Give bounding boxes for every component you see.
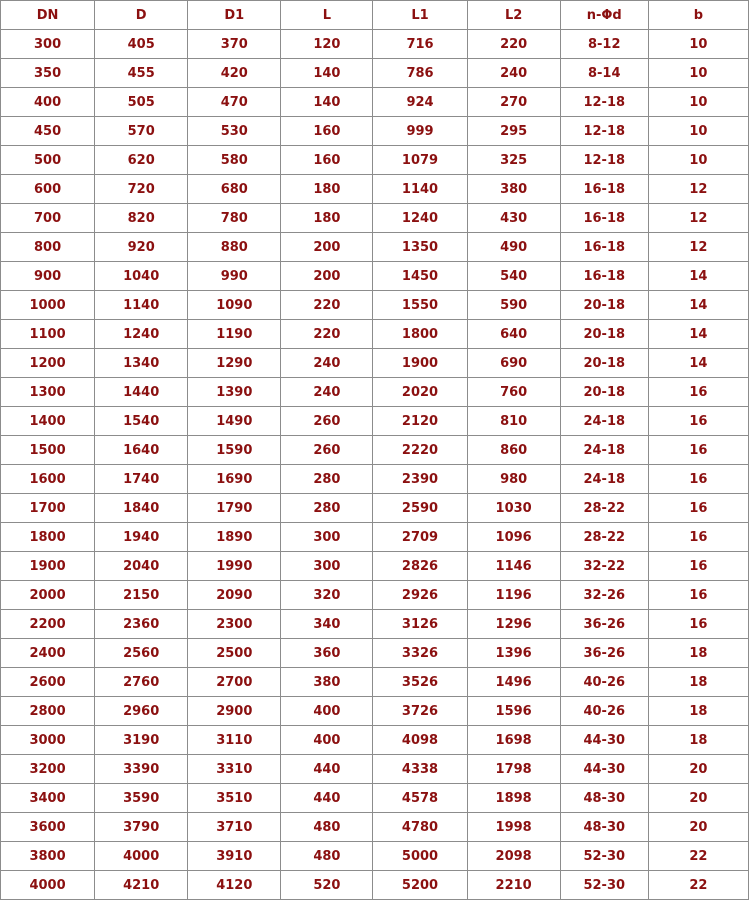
table-cell-n-phi-d: 48-30	[560, 784, 648, 813]
table-cell-d1: 3310	[188, 755, 281, 784]
table-cell-b: 16	[648, 581, 748, 610]
table-cell-d: 1040	[95, 262, 188, 291]
table-cell-l2: 1096	[467, 523, 560, 552]
table-cell-d: 455	[95, 59, 188, 88]
table-row	[1, 610, 749, 639]
table-cell-d1: 1990	[188, 552, 281, 581]
table-cell-n-phi-d: 36-26	[560, 610, 648, 639]
table-cell-l2: 1396	[467, 639, 560, 668]
table-cell-dn: 900	[1, 262, 95, 291]
table-cell-dn: 2400	[1, 639, 95, 668]
table-cell-l2: 590	[467, 291, 560, 320]
table-cell-l1: 1550	[373, 291, 467, 320]
table-cell-l: 400	[281, 726, 373, 755]
table-cell-dn: 700	[1, 204, 95, 233]
table-cell-l1: 1800	[373, 320, 467, 349]
table-cell-dn: 450	[1, 117, 95, 146]
table-cell-l1: 4578	[373, 784, 467, 813]
table-cell-b: 10	[648, 117, 748, 146]
table-cell-b: 16	[648, 494, 748, 523]
table-cell-l1: 1140	[373, 175, 467, 204]
table-row	[1, 871, 749, 900]
table-cell-l2: 1196	[467, 581, 560, 610]
table-row	[1, 726, 749, 755]
table-cell-dn: 1300	[1, 378, 95, 407]
table-cell-b: 10	[648, 59, 748, 88]
table-cell-b: 12	[648, 233, 748, 262]
table-cell-l1: 1900	[373, 349, 467, 378]
table-row	[1, 813, 749, 842]
table-cell-d1: 880	[188, 233, 281, 262]
table-row	[1, 436, 749, 465]
table-cell-n-phi-d: 36-26	[560, 639, 648, 668]
table-cell-b: 14	[648, 262, 748, 291]
table-cell-l2: 640	[467, 320, 560, 349]
table-row	[1, 117, 749, 146]
table-cell-d1: 1290	[188, 349, 281, 378]
table-cell-l: 140	[281, 59, 373, 88]
table-cell-dn: 2600	[1, 668, 95, 697]
table-cell-l1: 3326	[373, 639, 467, 668]
table-cell-l1: 2709	[373, 523, 467, 552]
table-cell-d1: 2900	[188, 697, 281, 726]
table-cell-n-phi-d: 28-22	[560, 523, 648, 552]
table-cell-l2: 490	[467, 233, 560, 262]
table-cell-l1: 1350	[373, 233, 467, 262]
table-cell-d: 1440	[95, 378, 188, 407]
table-cell-b: 18	[648, 726, 748, 755]
table-cell-d: 3790	[95, 813, 188, 842]
table-cell-dn: 1200	[1, 349, 95, 378]
table-cell-dn: 3600	[1, 813, 95, 842]
table-cell-n-phi-d: 16-18	[560, 175, 648, 204]
table-cell-l: 520	[281, 871, 373, 900]
table-cell-d1: 420	[188, 59, 281, 88]
table-cell-l: 240	[281, 378, 373, 407]
table-row	[1, 639, 749, 668]
table-cell-dn: 350	[1, 59, 95, 88]
table-row	[1, 494, 749, 523]
table-cell-dn: 2000	[1, 581, 95, 610]
table-row	[1, 204, 749, 233]
table-cell-dn: 3200	[1, 755, 95, 784]
table-cell-b: 10	[648, 30, 748, 59]
table-cell-n-phi-d: 52-30	[560, 842, 648, 871]
table-cell-l: 380	[281, 668, 373, 697]
table-cell-n-phi-d: 12-18	[560, 117, 648, 146]
table-cell-n-phi-d: 24-18	[560, 436, 648, 465]
table-cell-l1: 716	[373, 30, 467, 59]
table-row	[1, 523, 749, 552]
table-cell-d: 2150	[95, 581, 188, 610]
table-cell-dn: 4000	[1, 871, 95, 900]
table-cell-l: 480	[281, 813, 373, 842]
table-row	[1, 668, 749, 697]
table-cell-b: 16	[648, 523, 748, 552]
table-cell-l1: 4098	[373, 726, 467, 755]
table-row	[1, 465, 749, 494]
table-cell-l: 300	[281, 552, 373, 581]
table-cell-n-phi-d: 44-30	[560, 726, 648, 755]
table-cell-n-phi-d: 24-18	[560, 465, 648, 494]
table-cell-n-phi-d: 20-18	[560, 291, 648, 320]
table-cell-d: 620	[95, 146, 188, 175]
table-cell-l: 140	[281, 88, 373, 117]
table-cell-l: 360	[281, 639, 373, 668]
table-cell-l1: 3726	[373, 697, 467, 726]
table-cell-l: 160	[281, 117, 373, 146]
table-cell-l1: 999	[373, 117, 467, 146]
table-cell-n-phi-d: 20-18	[560, 320, 648, 349]
table-cell-l1: 2926	[373, 581, 467, 610]
table-cell-n-phi-d: 12-18	[560, 146, 648, 175]
table-cell-b: 16	[648, 407, 748, 436]
table-cell-n-phi-d: 48-30	[560, 813, 648, 842]
header-row	[1, 1, 749, 30]
table-cell-d1: 3110	[188, 726, 281, 755]
table-cell-l1: 2120	[373, 407, 467, 436]
table-cell-d1: 470	[188, 88, 281, 117]
table-row	[1, 146, 749, 175]
table-cell-dn: 800	[1, 233, 95, 262]
table-cell-d: 405	[95, 30, 188, 59]
table-cell-dn: 1000	[1, 291, 95, 320]
column-header-l1: L1	[373, 1, 467, 30]
table-cell-d1: 990	[188, 262, 281, 291]
column-header-d1: D1	[188, 1, 281, 30]
table-cell-l1: 2220	[373, 436, 467, 465]
table-cell-b: 18	[648, 668, 748, 697]
table-cell-b: 20	[648, 755, 748, 784]
table-cell-n-phi-d: 16-18	[560, 262, 648, 291]
table-cell-d1: 1590	[188, 436, 281, 465]
table-cell-n-phi-d: 32-26	[560, 581, 648, 610]
table-cell-l: 440	[281, 755, 373, 784]
table-cell-d: 3590	[95, 784, 188, 813]
table-cell-n-phi-d: 16-18	[560, 204, 648, 233]
table-cell-d: 3190	[95, 726, 188, 755]
table-cell-b: 14	[648, 291, 748, 320]
table-cell-l1: 5000	[373, 842, 467, 871]
table-cell-d1: 1390	[188, 378, 281, 407]
table-cell-d: 2040	[95, 552, 188, 581]
table-cell-b: 14	[648, 349, 748, 378]
table-row	[1, 697, 749, 726]
table-cell-d: 1840	[95, 494, 188, 523]
table-cell-l: 220	[281, 291, 373, 320]
table-cell-l: 200	[281, 262, 373, 291]
table-cell-l2: 1698	[467, 726, 560, 755]
table-cell-d1: 780	[188, 204, 281, 233]
table-row	[1, 233, 749, 262]
table-cell-l2: 1998	[467, 813, 560, 842]
table-cell-l2: 540	[467, 262, 560, 291]
table-row	[1, 755, 749, 784]
table-cell-l1: 1240	[373, 204, 467, 233]
table-cell-n-phi-d: 40-26	[560, 697, 648, 726]
table-cell-n-phi-d: 32-22	[560, 552, 648, 581]
table-cell-l1: 786	[373, 59, 467, 88]
table-cell-dn: 500	[1, 146, 95, 175]
table-row	[1, 262, 749, 291]
table-cell-d: 920	[95, 233, 188, 262]
table-cell-d1: 1890	[188, 523, 281, 552]
table-cell-l1: 4780	[373, 813, 467, 842]
table-cell-l1: 2826	[373, 552, 467, 581]
table-cell-dn: 2800	[1, 697, 95, 726]
table-cell-l2: 240	[467, 59, 560, 88]
table-cell-d1: 1090	[188, 291, 281, 320]
table-cell-n-phi-d: 12-18	[560, 88, 648, 117]
table-row	[1, 175, 749, 204]
table-cell-dn: 1600	[1, 465, 95, 494]
table-cell-l1: 3526	[373, 668, 467, 697]
table-cell-l: 320	[281, 581, 373, 610]
table-cell-d: 1340	[95, 349, 188, 378]
column-header-dn: DN	[1, 1, 95, 30]
table-cell-l: 300	[281, 523, 373, 552]
table-row	[1, 407, 749, 436]
table-cell-l2: 1296	[467, 610, 560, 639]
table-cell-d1: 370	[188, 30, 281, 59]
table-cell-dn: 600	[1, 175, 95, 204]
table-cell-l: 240	[281, 349, 373, 378]
table-cell-d1: 3510	[188, 784, 281, 813]
table-cell-l1: 1450	[373, 262, 467, 291]
table-cell-l2: 760	[467, 378, 560, 407]
table-cell-l2: 1798	[467, 755, 560, 784]
table-cell-l2: 325	[467, 146, 560, 175]
table-cell-d: 505	[95, 88, 188, 117]
table-cell-l: 260	[281, 407, 373, 436]
table-cell-l1: 2390	[373, 465, 467, 494]
table-cell-l: 280	[281, 494, 373, 523]
table-cell-dn: 1500	[1, 436, 95, 465]
table-cell-dn: 1800	[1, 523, 95, 552]
table-cell-dn: 1100	[1, 320, 95, 349]
table-cell-d: 1140	[95, 291, 188, 320]
table-body	[1, 30, 749, 900]
table-cell-n-phi-d: 20-18	[560, 349, 648, 378]
table-cell-d: 1640	[95, 436, 188, 465]
table-cell-b: 12	[648, 204, 748, 233]
table-cell-l: 260	[281, 436, 373, 465]
table-cell-b: 14	[648, 320, 748, 349]
table-cell-l1: 2590	[373, 494, 467, 523]
table-header	[1, 1, 749, 30]
table-cell-b: 20	[648, 813, 748, 842]
table-cell-n-phi-d: 40-26	[560, 668, 648, 697]
table-cell-l: 220	[281, 320, 373, 349]
table-cell-l: 180	[281, 204, 373, 233]
table-cell-l1: 2020	[373, 378, 467, 407]
table-cell-d: 1740	[95, 465, 188, 494]
table-cell-d: 2760	[95, 668, 188, 697]
column-header-l2: L2	[467, 1, 560, 30]
table-cell-l2: 380	[467, 175, 560, 204]
table-cell-d1: 530	[188, 117, 281, 146]
table-cell-d1: 2300	[188, 610, 281, 639]
column-header-b: b	[648, 1, 748, 30]
column-header-n-phi-d: n-Φd	[560, 1, 648, 30]
table-cell-d: 2560	[95, 639, 188, 668]
table-row	[1, 581, 749, 610]
table-cell-dn: 400	[1, 88, 95, 117]
table-cell-d1: 1490	[188, 407, 281, 436]
table-row	[1, 88, 749, 117]
table-cell-b: 22	[648, 871, 748, 900]
table-cell-b: 10	[648, 146, 748, 175]
table-cell-b: 18	[648, 639, 748, 668]
table-cell-b: 10	[648, 88, 748, 117]
table-cell-n-phi-d: 24-18	[560, 407, 648, 436]
table-cell-b: 16	[648, 610, 748, 639]
table-cell-d: 820	[95, 204, 188, 233]
table-row	[1, 378, 749, 407]
table-cell-l1: 4338	[373, 755, 467, 784]
table-cell-l: 120	[281, 30, 373, 59]
table-row	[1, 784, 749, 813]
table-cell-dn: 1400	[1, 407, 95, 436]
table-cell-d1: 1690	[188, 465, 281, 494]
table-cell-l2: 2098	[467, 842, 560, 871]
table-cell-l2: 220	[467, 30, 560, 59]
table-cell-l: 400	[281, 697, 373, 726]
table-cell-n-phi-d: 8-12	[560, 30, 648, 59]
table-cell-dn: 1700	[1, 494, 95, 523]
table-cell-dn: 300	[1, 30, 95, 59]
table-cell-l: 480	[281, 842, 373, 871]
table-cell-dn: 3800	[1, 842, 95, 871]
table-cell-b: 16	[648, 552, 748, 581]
table-row	[1, 320, 749, 349]
table-cell-l2: 295	[467, 117, 560, 146]
table-cell-l2: 1146	[467, 552, 560, 581]
table-cell-dn: 3000	[1, 726, 95, 755]
table-cell-l: 200	[281, 233, 373, 262]
table-cell-d: 570	[95, 117, 188, 146]
table-cell-d: 720	[95, 175, 188, 204]
table-row	[1, 349, 749, 378]
table-cell-l: 180	[281, 175, 373, 204]
table-cell-l: 340	[281, 610, 373, 639]
table-cell-l: 440	[281, 784, 373, 813]
table-cell-d: 3390	[95, 755, 188, 784]
table-cell-dn: 3400	[1, 784, 95, 813]
table-cell-d1: 1190	[188, 320, 281, 349]
table-cell-l2: 1596	[467, 697, 560, 726]
table-cell-l2: 430	[467, 204, 560, 233]
table-row	[1, 30, 749, 59]
table-cell-l: 280	[281, 465, 373, 494]
table-row	[1, 291, 749, 320]
table-row	[1, 842, 749, 871]
table-cell-dn: 1900	[1, 552, 95, 581]
table-cell-n-phi-d: 52-30	[560, 871, 648, 900]
table-cell-l1: 1079	[373, 146, 467, 175]
table-cell-n-phi-d: 20-18	[560, 378, 648, 407]
table-cell-d1: 580	[188, 146, 281, 175]
table-cell-b: 22	[648, 842, 748, 871]
table-cell-l2: 690	[467, 349, 560, 378]
column-header-d: D	[95, 1, 188, 30]
table-cell-l: 160	[281, 146, 373, 175]
table-cell-d1: 3910	[188, 842, 281, 871]
table-row	[1, 552, 749, 581]
table-cell-l1: 5200	[373, 871, 467, 900]
table-cell-d1: 680	[188, 175, 281, 204]
table-cell-d: 4210	[95, 871, 188, 900]
table-cell-n-phi-d: 8-14	[560, 59, 648, 88]
table-cell-b: 18	[648, 697, 748, 726]
table-cell-b: 12	[648, 175, 748, 204]
table-cell-n-phi-d: 44-30	[560, 755, 648, 784]
table-cell-d: 1240	[95, 320, 188, 349]
table-cell-d1: 2090	[188, 581, 281, 610]
table-cell-b: 16	[648, 436, 748, 465]
table-cell-b: 16	[648, 378, 748, 407]
table-cell-d1: 3710	[188, 813, 281, 842]
table-cell-l2: 1496	[467, 668, 560, 697]
table-cell-l2: 1030	[467, 494, 560, 523]
table-cell-b: 20	[648, 784, 748, 813]
table-cell-d1: 2500	[188, 639, 281, 668]
table-cell-d: 4000	[95, 842, 188, 871]
table-cell-l2: 270	[467, 88, 560, 117]
table-cell-dn: 2200	[1, 610, 95, 639]
column-header-l: L	[281, 1, 373, 30]
table-cell-d1: 4120	[188, 871, 281, 900]
table-cell-d: 1540	[95, 407, 188, 436]
table-cell-d: 2360	[95, 610, 188, 639]
table-cell-n-phi-d: 16-18	[560, 233, 648, 262]
table-cell-d1: 1790	[188, 494, 281, 523]
table-cell-l2: 860	[467, 436, 560, 465]
table-cell-l1: 3126	[373, 610, 467, 639]
table-cell-l1: 924	[373, 88, 467, 117]
table-cell-d: 1940	[95, 523, 188, 552]
table-cell-d: 2960	[95, 697, 188, 726]
table-cell-b: 16	[648, 465, 748, 494]
table-cell-n-phi-d: 28-22	[560, 494, 648, 523]
table-cell-l2: 2210	[467, 871, 560, 900]
table-cell-l2: 810	[467, 407, 560, 436]
table-cell-d1: 2700	[188, 668, 281, 697]
table-row	[1, 59, 749, 88]
table-cell-l2: 1898	[467, 784, 560, 813]
table-cell-l2: 980	[467, 465, 560, 494]
